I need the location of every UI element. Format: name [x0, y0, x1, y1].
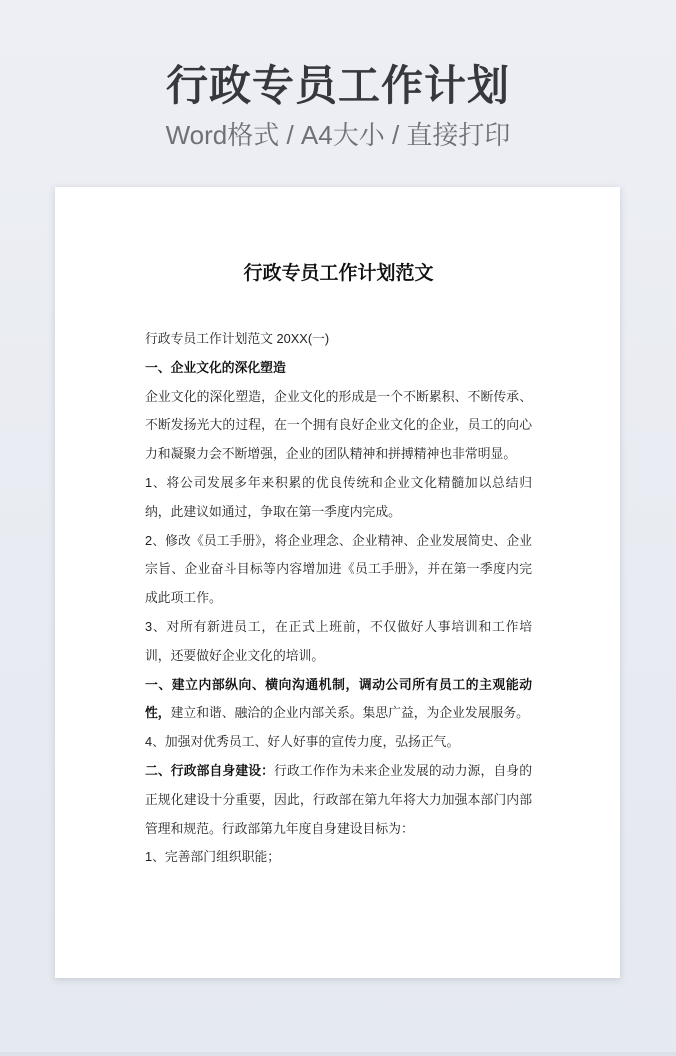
document-body [145, 325, 532, 872]
document-paragraph [145, 354, 532, 383]
paragraph-text: 1、完善部门组织职能； [145, 849, 281, 865]
paragraph-bold-text: 一、企业文化的深化塑造 [145, 359, 286, 375]
page-subtitle: Word格式 / A4大小 / 直接打印 [165, 120, 511, 150]
paragraph-text: 企业文化的深化塑造，企业文化的形成是一个不断累积、不断传承、不断发扬光大的过程，在一个拥有良好企业文化的企业，员工的向心力和凝聚力会不断增强，企业的团队精神和拼搏精神也非常明显。 [145, 388, 532, 462]
document-paragraph [145, 728, 532, 757]
paragraph-text: 行政专员工作计划范文 20XX(一) [145, 331, 330, 346]
document-paragraph [145, 613, 532, 671]
paragraph-text: 行政工作作为未来企业发展的动力源，自身的正规化建设十分重要，因此，行政部在第九年将大力加强本部门内部管理和规范。行政部第九年度自身建设目标为： [145, 762, 533, 836]
document-paragraph [145, 757, 532, 843]
document-paragraph [145, 671, 532, 729]
document-paragraph [145, 527, 532, 613]
paragraph-text: 2、修改《员工手册》，将企业理念、企业精神、企业发展简史、企业宗旨、企业奋斗目标等内容增加进《员工手册》，并在第一季度内完成此项工作。 [145, 532, 532, 606]
document-paper [55, 187, 620, 978]
header [0, 0, 676, 150]
document-paragraph [145, 469, 532, 527]
page-title: 行政专员工作计划 [165, 62, 510, 109]
paragraph-bold-text: 二、行政部自身建设： [145, 762, 275, 778]
paragraph-text: 1、将公司发展多年来积累的优良传统和企业文化精髓加以总结归纳，此建议如通过，争取在第一季度内完成。 [145, 474, 532, 519]
paragraph-bold-text: 一、建立内部纵向、横向沟通机制，调动公司所有员工的主观能动性， [145, 676, 532, 721]
paragraph-text: 4、加强对优秀员工、好人好事的宣传力度，弘扬正气。 [145, 734, 460, 750]
paragraph-text: 3、对所有新进员工，在正式上班前，不仅做好人事培训和工作培训，还要做好企业文化的培训。 [145, 618, 532, 663]
bottom-edge-divider [0, 1052, 676, 1056]
document-paragraph [145, 843, 532, 872]
document-paragraph [145, 383, 532, 469]
document-paragraph [145, 325, 532, 354]
paragraph-text: 建立和谐、融洽的企业内部关系。集思广益，为企业发展服务。 [170, 705, 529, 721]
document-title: 行政专员工作计划范文 [243, 263, 434, 284]
